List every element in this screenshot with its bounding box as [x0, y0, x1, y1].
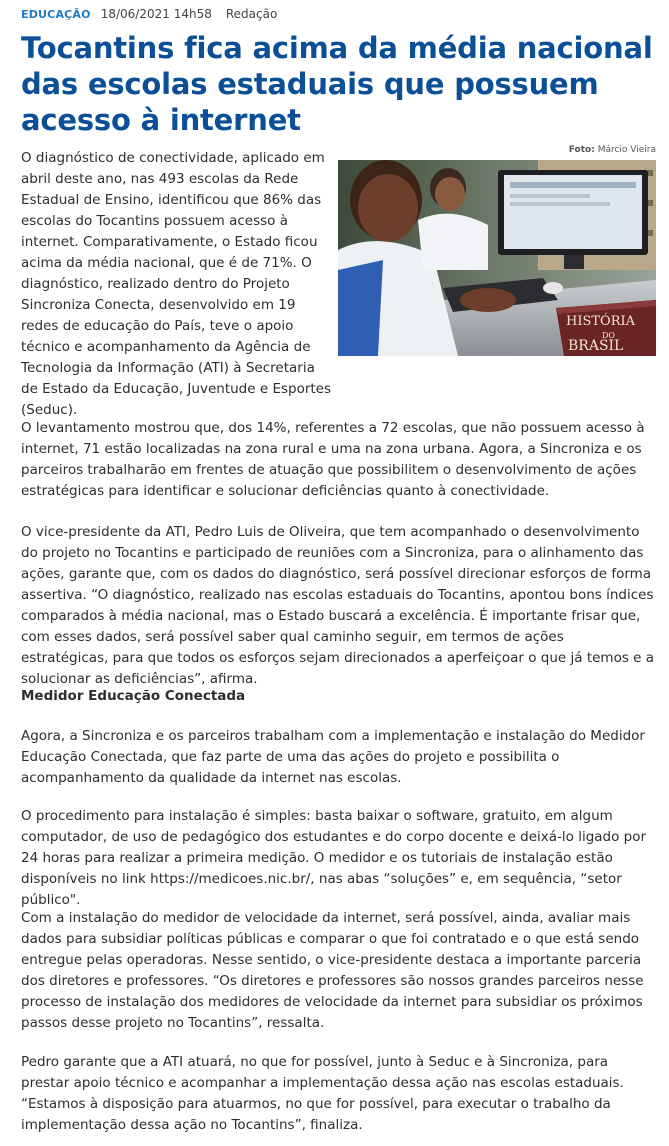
article-photo[interactable]	[338, 160, 656, 356]
paragraph-text: O procedimento para instalação é simples: basta baixar o software, gratuito, em algum computador, de uso de pedagógico dos estudantes e do corpo docente e deixá-lo ligado por 24 horas para realizar a primeira medição. O medidor e os tutoriais de instalação estão disponíveis no link https://medicoes.nic.br/, nas abas “soluções” e, em sequência, “setor público".	[21, 808, 647, 908]
paragraph-text: Agora, a Sincroniza e os parceiros trabalham com a implementação e instalação do Medidor Educação Conectada, que faz parte de uma das ações do projeto e possibilita o acompanhamento da qualidade da internet nas escolas.	[21, 728, 645, 786]
book-text-1: HISTÓRIA	[566, 314, 636, 329]
photo-credit-name: Márcio Vieira	[597, 145, 656, 155]
article-paragraph-5	[21, 806, 655, 911]
classroom-photo	[338, 160, 656, 356]
photo-credit	[569, 145, 656, 155]
article-paragraph-2	[21, 418, 655, 502]
category-link[interactable]: EDUCAÇÃO	[21, 8, 91, 21]
article-paragraph-4	[21, 726, 655, 789]
paragraph-text: Com a instalação do medidor de velocidade da internet, será possível, ainda, avaliar mais dados para subsidiar políticas públicas e comparar o que foi contratado e o que está sendo entregue pelas operadoras. Nesse sentido, o vice-presidente destaca a importante parceria dos diretores e professores. “Os diretores e professores são nossos grandes parceiros nesse processo de instalação dos medidores de velocidade da internet para subsidiar os próximos passos desse projeto no Tocantins”, ressalta.	[21, 910, 644, 1031]
book-text-3: BRASIL	[568, 338, 624, 354]
paragraph-text: O vice-presidente da ATI, Pedro Luis de Oliveira, que tem acompanhado o desenvolvimento do projeto no Tocantins e participado de reuniões com a Sincroniza, para o alinhamento das ações, garante que, com os dados do diagnóstico, será possível direcionar esforços de forma assertiva. “O diagnóstico, realizado nas escolas estaduais do Tocantins, apontou bons índices comparados à média nacional, mas o Estado buscará a excelência. É importante frisar que, com esses dados, será possível saber qual caminho seguir, em termos de ações estratégicas, para que todos os esforços sejam direcionados a aperfeiçoar o que já temos e a solucionar as deficiências”, afirma.	[21, 524, 655, 687]
publish-date-value: 18/06/2021	[100, 7, 170, 21]
article-paragraph-7	[21, 1052, 655, 1136]
paragraph-text: Pedro garante que a ATI atuará, no que for possível, junto à Seduc e à Sincroniza, para prestar apoio técnico e acompanhar a implementação dessa ação nas escolas estaduais. “Estamos à disposição para atuarmos, no que for possível, para executar o trabalho da implementação dessa ação no Tocantins”, finaliza.	[21, 1054, 624, 1133]
article-paragraph-1	[21, 148, 333, 421]
paragraph-text: O diagnóstico de conectividade, aplicado em abril deste ano, nas 493 escolas da Rede Estadual de Ensino, identificou que 86% das escolas do Tocantins possuem acesso à internet. Comparativamente, o Estado ficou acima da média nacional, que é de 71%. O diagnóstico, realizado dentro do Projeto Sincroniza Conecta, desenvolvido em 19 redes de educação do País, teve o apoio técnico e acompanhamento da Agência de Tecnologia da Informação (ATI) à Secretaria de Estado da Educação, Juventude e Esportes (Seduc).	[21, 150, 332, 418]
article-meta	[21, 6, 277, 23]
article-subheading-block	[21, 686, 655, 707]
article-title: Tocantins fica acima da média nacional das escolas estaduais que possuem acesso à internet	[21, 31, 653, 137]
author: Redação	[225, 7, 278, 21]
photo-credit-label: Foto:	[568, 145, 595, 155]
publish-date	[101, 7, 212, 21]
book-text-2: DO	[602, 331, 615, 340]
article-paragraph-3	[21, 522, 655, 690]
article-paragraph-6	[21, 908, 655, 1034]
publish-time: 14h58	[173, 7, 212, 21]
paragraph-text: O levantamento mostrou que, dos 14%, referentes a 72 escolas, que não possuem acesso à internet, 71 estão localizadas na zona rural e uma na zona urbana. Agora, a Sincroniza e os parceiros trabalharão em frentes de atuação que possibilitem o desenvolvimento de ações estratégicas para identificar e solucionar deficiências quanto à conectividade.	[21, 420, 645, 499]
article-subheading: Medidor Educação Conectada	[21, 688, 246, 704]
